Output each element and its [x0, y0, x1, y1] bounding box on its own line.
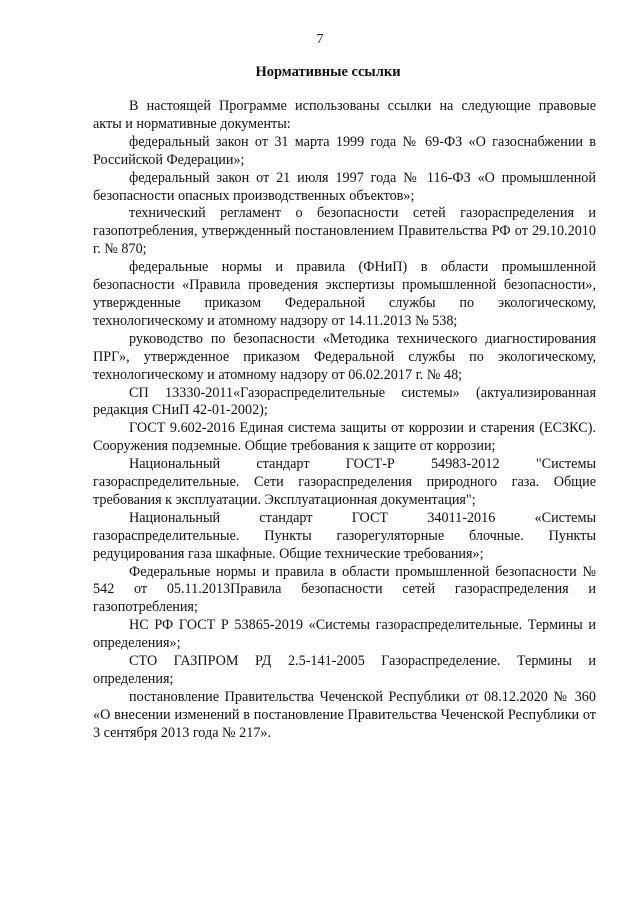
reference-item: Национальный стандарт ГОСТ-Р 54983-2012 "Системы газораспределительные. Сети газораспределения природного газа. Общие требования к эксплуатации. Эксплуатационная документация";: [93, 456, 596, 508]
page-number: 7: [316, 31, 324, 46]
reference-item: технический регламент о безопасности сетей газораспределения и газопотребления, утвержденный постановлением Правительства РФ от 29.10.2010 г. № 870;: [93, 205, 596, 258]
reference-item: постановление Правительства Чеченской Республики от 08.12.2020 № 360 «О внесении изменений в постановление Правительства Чеченской Республики от 3 сентября 2013 года № 217».: [93, 688, 596, 741]
reference-item: федеральные нормы и правила (ФНиП) в области промышленной безопасности «Правила проведения экспертизы промышленной безопасности», утвержденные приказом Федеральной службы по экологическому, технологическому и атомному надзору от 14.11.2013 № 538;: [93, 259, 596, 329]
reference-item: Федеральные нормы и правила в области промышленной безопасности № 542 от 05.11.2013Правила безопасности сетей газораспределения и газопотребления;: [93, 563, 596, 616]
reference-item: НС РФ ГОСТ Р 53865-2019 «Системы газораспределительные. Термины и определения»;: [93, 617, 596, 652]
reference-item: руководство по безопасности «Методика технического диагностирования ПРГ», утвержденное приказом Федеральной службы по экологическому, технологическому и атомному надзору от 06.02.2017 г. № 48;: [93, 330, 596, 383]
reference-item: Национальный стандарт ГОСТ 34011-2016 «Системы газораспределительные. Пункты газорегуляторные блочные. Пункты редуцирования газа шкафные. Общие технические требования»;: [93, 509, 596, 562]
reference-item: СП 13330-2011«Газораспределительные системы» (актуализированная редакция СНиП 42-01-2002);: [93, 384, 596, 419]
body-text: [93, 98, 596, 743]
section-title: Нормативные ссылки: [255, 64, 401, 80]
reference-item: федеральный закон от 31 марта 1999 года № 69-ФЗ «О газоснабжении в Российской Федерации»;: [93, 133, 596, 168]
paragraph-intro: В настоящей Программе использованы ссылки на следующие правовые акты и нормативные документы:: [93, 98, 596, 132]
reference-item: федеральный закон от 21 июля 1997 года № 116-ФЗ «О промышленной безопасности опасных производственных объектов»;: [93, 169, 596, 204]
reference-item: ГОСТ 9.602-2016 Единая система защиты от коррозии и старения (ЕСЗКС). Сооружения подземные. Общие требования к защите от коррозии;: [93, 420, 596, 455]
reference-item: СТО ГАЗПРОМ РД 2.5-141-2005 Газораспределение. Термины и определения;: [93, 653, 596, 687]
